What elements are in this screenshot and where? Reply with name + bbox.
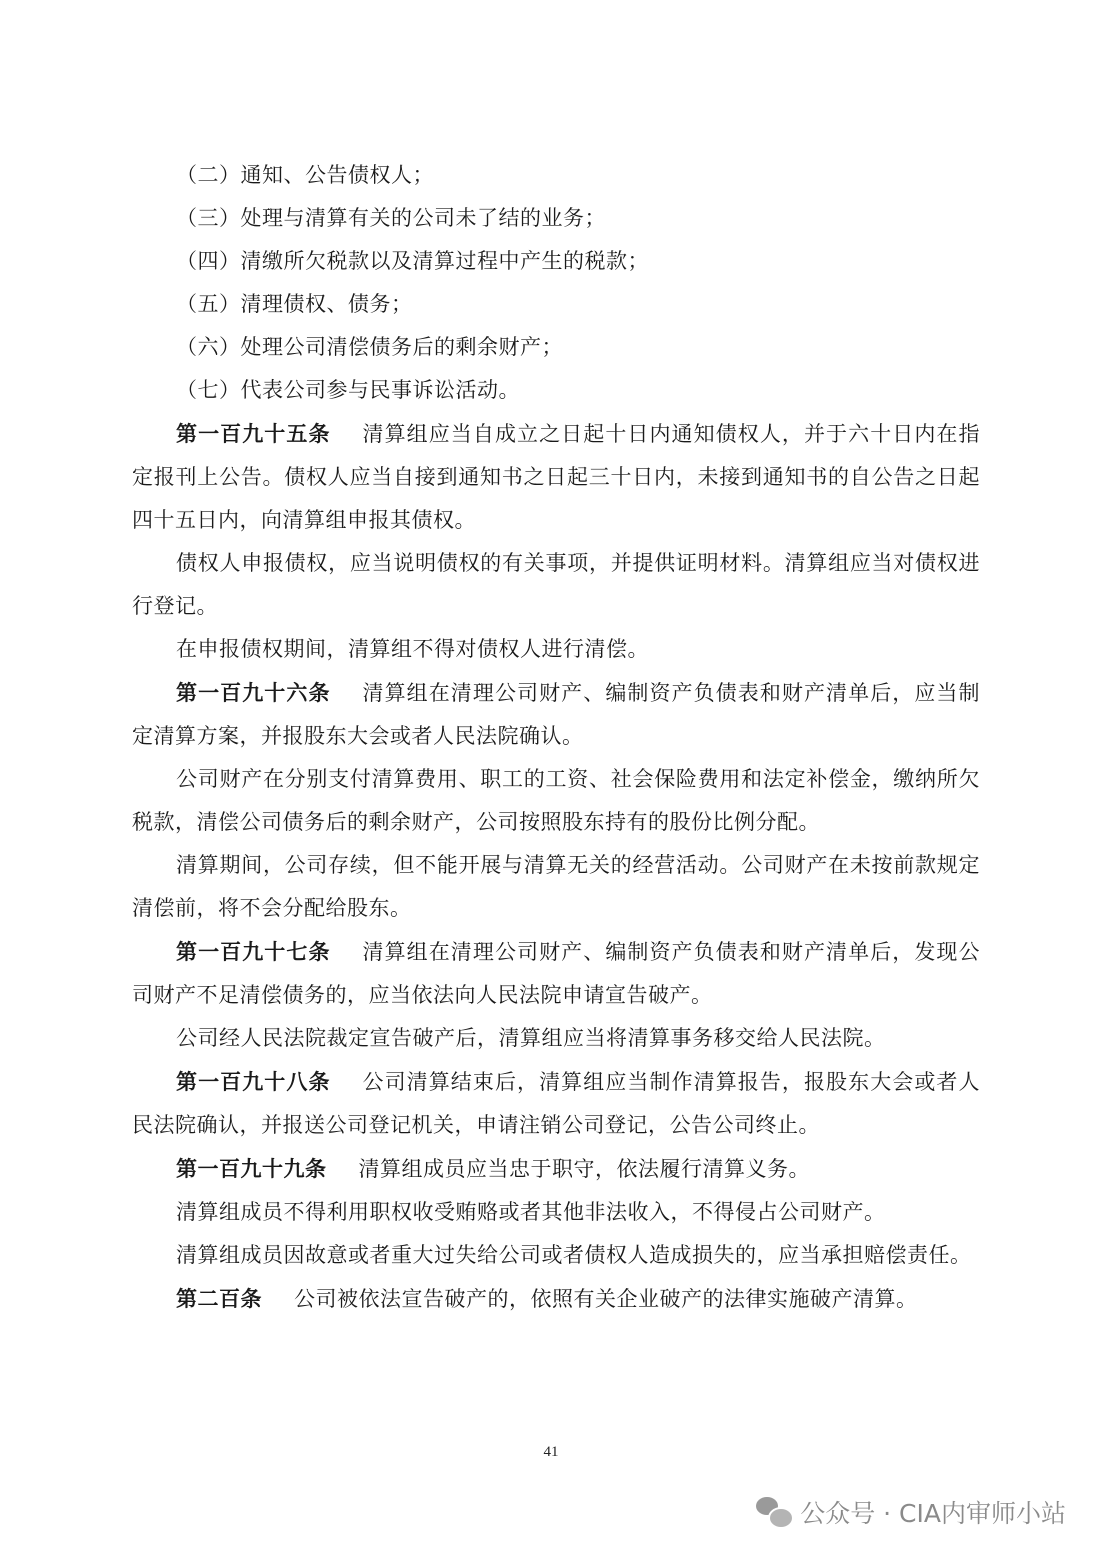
article-199-paragraph-3: 清算组成员因故意或者重大过失给公司或者债权人造成损失的，应当承担赔偿责任。	[176, 1243, 972, 1267]
article-196-text: 清算组在清理公司财产、编制资产负债表和财产清单后，应当制定清算方案，并报股东大会或者人民法院确认。	[132, 681, 980, 748]
document-body	[132, 154, 980, 1321]
article-199-title: 第一百九十九条	[176, 1156, 327, 1181]
page-number: 41	[543, 1444, 559, 1460]
article-197-title: 第一百九十七条	[176, 939, 331, 964]
list-item: （五）清理债权、债务；	[176, 292, 413, 316]
list-item: （七）代表公司参与民事诉讼活动。	[176, 378, 520, 402]
article-199	[132, 1147, 980, 1191]
list-item: （六）处理公司清偿债务后的剩余财产；	[176, 335, 563, 359]
article-195-paragraph-3: 在申报债权期间，清算组不得对债权人进行清偿。	[176, 637, 649, 661]
article-200	[132, 1277, 980, 1321]
article-199-text: 清算组成员应当忠于职守，依法履行清算义务。	[358, 1157, 810, 1181]
article-197-paragraph-2: 公司经人民法院裁定宣告破产后，清算组应当将清算事务移交给人民法院。	[176, 1026, 886, 1050]
list-item: （四）清缴所欠税款以及清算过程中产生的税款；	[176, 249, 649, 273]
article-196-paragraph-2: 公司财产在分别支付清算费用、职工的工资、社会保险费用和法定补偿金，缴纳所欠税款，清偿公司债务后的剩余财产，公司按照股东持有的股份比例分配。	[132, 767, 980, 834]
wechat-icon	[756, 1497, 790, 1527]
list-item: （三）处理与清算有关的公司未了结的业务；	[176, 206, 606, 230]
article-199-paragraph-2: 清算组成员不得利用职权收受贿赂或者其他非法收入，不得侵占公司财产。	[176, 1200, 886, 1224]
article-195-text: 清算组应当自成立之日起十日内通知债权人，并于六十日内在指定报刊上公告。债权人应当自接到通知书之日起三十日内，未接到通知书的自公告之日起四十五日内，向清算组申报其债权。	[132, 422, 980, 532]
article-195	[132, 412, 980, 542]
article-197-text: 清算组在清理公司财产、编制资产负债表和财产清单后，发现公司财产不足清偿债务的，应当依法向人民法院申请宣告破产。	[132, 940, 980, 1007]
article-200-title: 第二百条	[176, 1286, 262, 1311]
article-195-paragraph-2: 债权人申报债权，应当说明债权的有关事项，并提供证明材料。清算组应当对债权进行登记。	[132, 551, 980, 618]
watermark	[756, 1494, 1066, 1530]
article-196-paragraph-3: 清算期间，公司存续，但不能开展与清算无关的经营活动。公司财产在未按前款规定清偿前，将不会分配给股东。	[132, 853, 980, 920]
article-198	[132, 1060, 980, 1147]
article-198-text: 公司清算结束后，清算组应当制作清算报告，报股东大会或者人民法院确认，并报送公司登记机关，申请注销公司登记，公告公司终止。	[132, 1070, 980, 1137]
article-195-title: 第一百九十五条	[176, 421, 331, 446]
article-196-title: 第一百九十六条	[176, 680, 331, 705]
article-198-title: 第一百九十八条	[176, 1069, 331, 1094]
list-item: （二）通知、公告债权人；	[176, 163, 434, 187]
article-196	[132, 671, 980, 758]
article-200-text: 公司被依法宣告破产的，依照有关企业破产的法律实施破产清算。	[294, 1287, 918, 1311]
article-197	[132, 930, 980, 1017]
watermark-text: 公众号 · CIA内审师小站	[800, 1499, 1066, 1528]
